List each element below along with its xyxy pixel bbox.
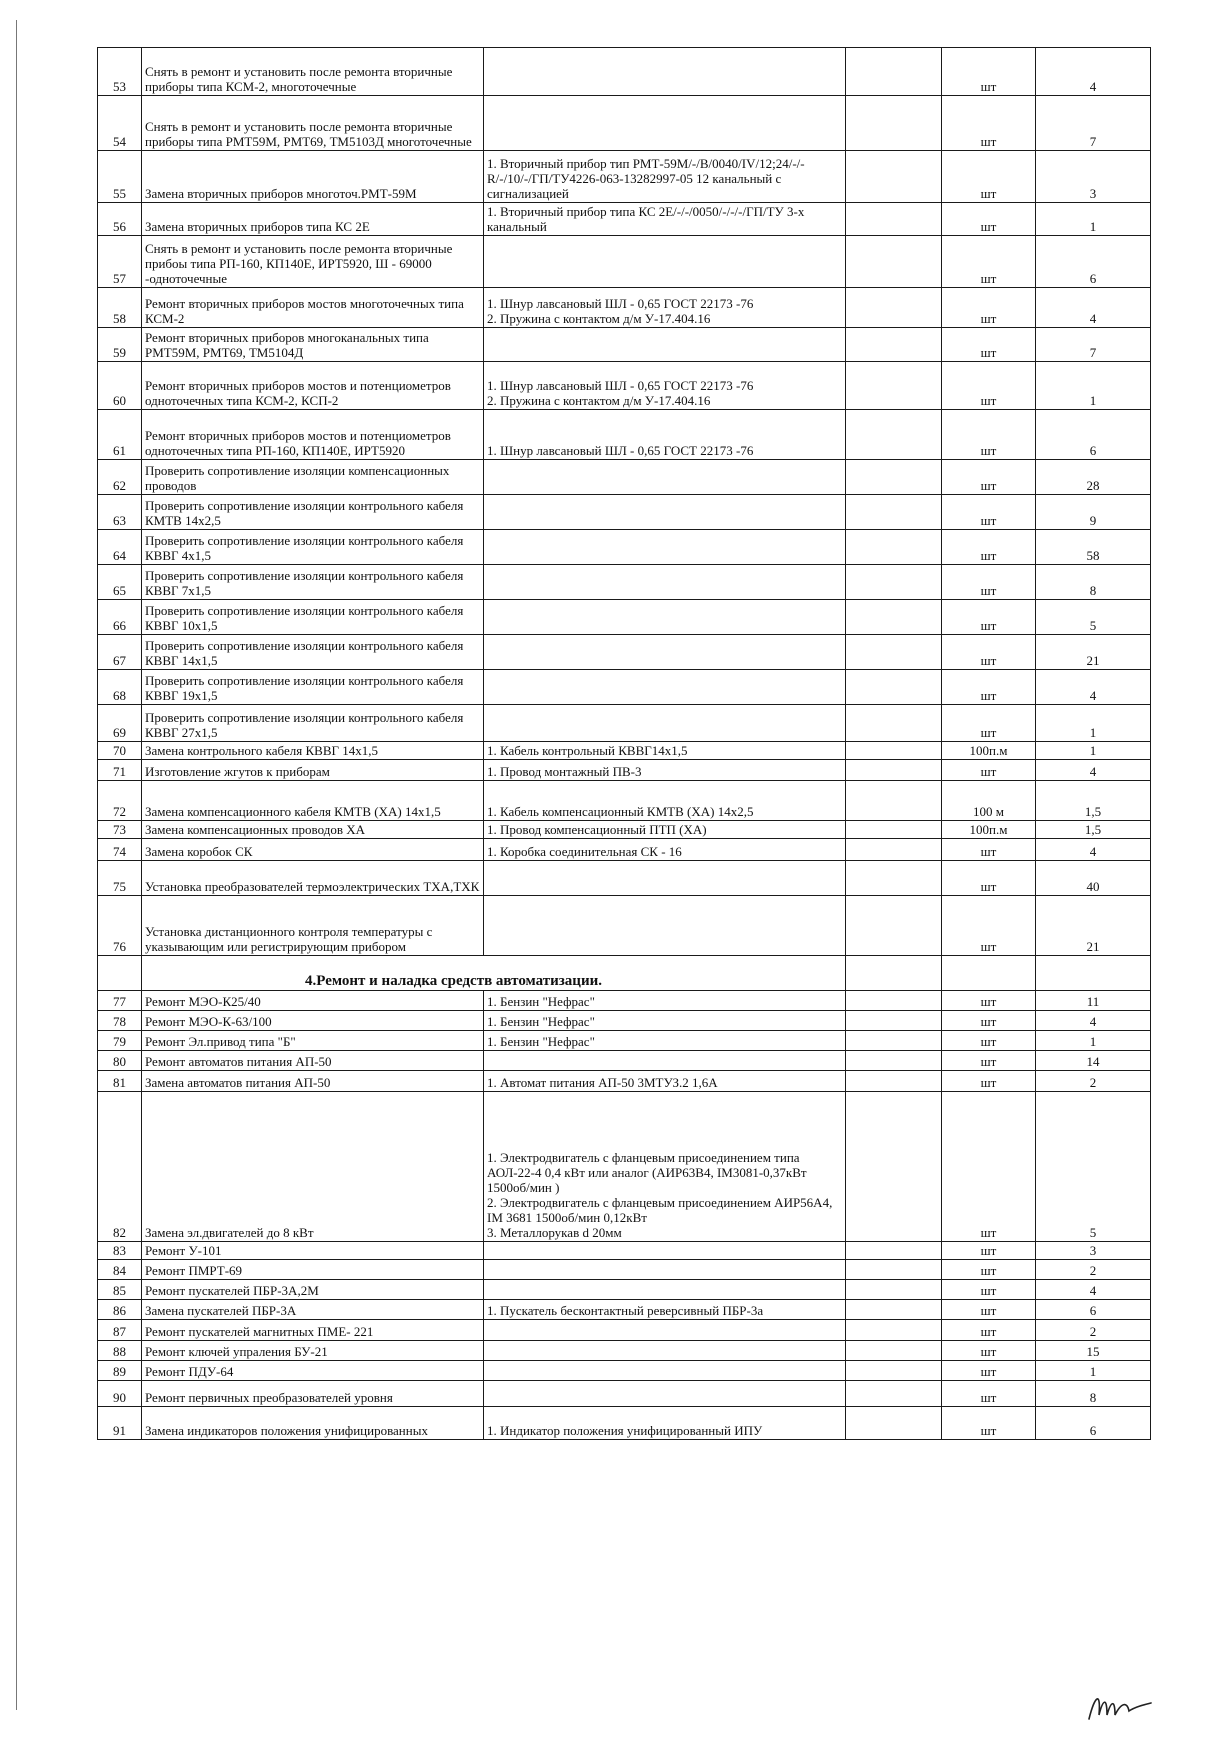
row-number: 91 <box>98 1407 142 1440</box>
work-description: Снять в ремонт и установить после ремонта вторичные приборы типа КСМ-2, многоточечные <box>142 48 484 96</box>
material-description: 1. Пускатель бесконтактный реверсивный ПБР-3а <box>484 1300 846 1320</box>
work-description: Проверить сопротивление изоляции контрольного кабеля КВВГ 27х1,5 <box>142 705 484 742</box>
material-description <box>484 495 846 530</box>
quantity-cell: 1 <box>1036 362 1151 410</box>
blank-cell <box>846 991 942 1011</box>
table-body-instruments <box>98 48 1151 956</box>
blank-cell <box>846 1381 942 1407</box>
table-row <box>98 1011 1151 1031</box>
section-unit-cell <box>942 956 1036 991</box>
work-description: Замена компенсационных проводов ХА <box>142 821 484 839</box>
row-number: 84 <box>98 1260 142 1280</box>
quantity-cell: 7 <box>1036 96 1151 151</box>
blank-cell <box>846 203 942 236</box>
work-description: Ремонт первичных преобразователей уровня <box>142 1381 484 1407</box>
material-description: 1. Бензин "Нефрас" <box>484 1031 846 1051</box>
work-description: Снять в ремонт и установить после ремонта вторичные приборы типа РМТ59М, РМТ69, ТМ5103Д многоточечные <box>142 96 484 151</box>
blank-cell <box>846 48 942 96</box>
work-description: Проверить сопротивление изоляции контрольного кабеля КВВГ 19х1,5 <box>142 670 484 705</box>
table-row <box>98 236 1151 288</box>
row-number: 71 <box>98 760 142 781</box>
blank-cell <box>846 1300 942 1320</box>
work-description: Ремонт вторичных приборов мостов многоточечных типа КСМ-2 <box>142 288 484 328</box>
material-description <box>484 236 846 288</box>
work-description: Установка дистанционного контроля температуры с указывающим или регистрирующим прибором <box>142 896 484 956</box>
blank-cell <box>846 839 942 861</box>
quantity-cell: 58 <box>1036 530 1151 565</box>
unit-cell: шт <box>942 1242 1036 1260</box>
work-description: Ремонт пускателей ПБР-3А,2М <box>142 1280 484 1300</box>
row-number: 85 <box>98 1280 142 1300</box>
blank-cell <box>846 1011 942 1031</box>
table-row <box>98 565 1151 600</box>
unit-cell: шт <box>942 1051 1036 1071</box>
material-description <box>484 48 846 96</box>
blank-cell <box>846 530 942 565</box>
work-description: Ремонт ПДУ-64 <box>142 1361 484 1381</box>
blank-cell <box>846 1051 942 1071</box>
material-description <box>484 705 846 742</box>
quantity-cell: 4 <box>1036 1011 1151 1031</box>
blank-cell <box>846 670 942 705</box>
quantity-cell: 9 <box>1036 495 1151 530</box>
blank-cell <box>846 1280 942 1300</box>
work-description: Замена контрольного кабеля КВВГ 14х1,5 <box>142 742 484 760</box>
work-description: Ремонт ПМРТ-69 <box>142 1260 484 1280</box>
material-description: 1. Бензин "Нефрас" <box>484 1011 846 1031</box>
quantity-cell: 5 <box>1036 1092 1151 1242</box>
work-description: Ремонт Эл.привод типа "Б" <box>142 1031 484 1051</box>
unit-cell: шт <box>942 635 1036 670</box>
quantity-cell: 21 <box>1036 635 1151 670</box>
material-description: 1. Вторичный прибор типа КС 2Е/-/-/0050/-/-/-/ГП/ТУ 3-х канальный <box>484 203 846 236</box>
blank-cell <box>846 896 942 956</box>
material-description <box>484 600 846 635</box>
row-number: 63 <box>98 495 142 530</box>
quantity-cell: 3 <box>1036 1242 1151 1260</box>
row-number: 64 <box>98 530 142 565</box>
quantity-cell: 4 <box>1036 288 1151 328</box>
row-number: 79 <box>98 1031 142 1051</box>
quantity-cell: 3 <box>1036 151 1151 203</box>
unit-cell: шт <box>942 203 1036 236</box>
work-description: Замена коробок СК <box>142 839 484 861</box>
blank-cell <box>846 151 942 203</box>
table-row <box>98 1092 1151 1242</box>
material-description <box>484 530 846 565</box>
quantity-cell: 11 <box>1036 991 1151 1011</box>
quantity-cell: 1 <box>1036 705 1151 742</box>
row-number: 59 <box>98 328 142 362</box>
material-description <box>484 1051 846 1071</box>
material-description: 1. Коробка соединительная СК - 16 <box>484 839 846 861</box>
unit-cell: шт <box>942 1071 1036 1092</box>
blank-cell <box>846 328 942 362</box>
row-number: 82 <box>98 1092 142 1242</box>
table-row <box>98 1407 1151 1440</box>
blank-cell <box>846 288 942 328</box>
row-number: 74 <box>98 839 142 861</box>
quantity-cell: 2 <box>1036 1071 1151 1092</box>
unit-cell: шт <box>942 839 1036 861</box>
work-description: Замена компенсационного кабеля КМТВ (ХА) 14х1,5 <box>142 781 484 821</box>
unit-cell: шт <box>942 1031 1036 1051</box>
quantity-cell: 1,5 <box>1036 821 1151 839</box>
table-row <box>98 151 1151 203</box>
row-number: 76 <box>98 896 142 956</box>
table-row <box>98 460 1151 495</box>
unit-cell: шт <box>942 1011 1036 1031</box>
row-number: 83 <box>98 1242 142 1260</box>
table-row <box>98 48 1151 96</box>
table-row <box>98 760 1151 781</box>
unit-cell: шт <box>942 1320 1036 1341</box>
table-row <box>98 1242 1151 1260</box>
row-number: 61 <box>98 410 142 460</box>
row-number: 55 <box>98 151 142 203</box>
work-description: Проверить сопротивление изоляции контрольного кабеля КВВГ 7х1,5 <box>142 565 484 600</box>
table-row <box>98 991 1151 1011</box>
quantity-cell: 6 <box>1036 236 1151 288</box>
blank-cell <box>846 781 942 821</box>
blank-cell <box>846 821 942 839</box>
table-row <box>98 896 1151 956</box>
table-row <box>98 362 1151 410</box>
material-description: 1. Кабель контрольный КВВГ14х1,5 <box>484 742 846 760</box>
quantity-cell: 14 <box>1036 1051 1151 1071</box>
blank-cell <box>846 861 942 896</box>
quantity-cell: 8 <box>1036 565 1151 600</box>
blank-cell <box>846 635 942 670</box>
section-header-row-group <box>98 956 1151 991</box>
table-row <box>98 1381 1151 1407</box>
material-description: 1. Индикатор положения унифицированный ИПУ <box>484 1407 846 1440</box>
work-description: Замена вторичных приборов типа КС 2Е <box>142 203 484 236</box>
unit-cell: шт <box>942 151 1036 203</box>
quantity-cell: 1 <box>1036 742 1151 760</box>
blank-cell <box>846 1341 942 1361</box>
table-row <box>98 742 1151 760</box>
table-row <box>98 1260 1151 1280</box>
material-description <box>484 1320 846 1341</box>
quantity-cell: 1 <box>1036 1361 1151 1381</box>
blank-cell <box>846 495 942 530</box>
table-row <box>98 635 1151 670</box>
material-description: 1. Кабель компенсационный КМТВ (ХА) 14х2,5 <box>484 781 846 821</box>
section-qty-cell <box>1036 956 1151 991</box>
blank-cell <box>846 600 942 635</box>
unit-cell: шт <box>942 460 1036 495</box>
table-row <box>98 1361 1151 1381</box>
unit-cell: шт <box>942 1407 1036 1440</box>
work-description: Изготовление жгутов к приборам <box>142 760 484 781</box>
unit-cell: шт <box>942 288 1036 328</box>
quantity-cell: 2 <box>1036 1260 1151 1280</box>
material-description <box>484 635 846 670</box>
work-description: Ремонт МЭО-К-63/100 <box>142 1011 484 1031</box>
material-description <box>484 565 846 600</box>
row-number: 86 <box>98 1300 142 1320</box>
table-row <box>98 1320 1151 1341</box>
material-description <box>484 1280 846 1300</box>
unit-cell: 100п.м <box>942 821 1036 839</box>
work-description: Установка преобразователей термоэлектрических ТХА,ТХК <box>142 861 484 896</box>
unit-cell: шт <box>942 1361 1036 1381</box>
unit-cell: шт <box>942 670 1036 705</box>
blank-cell <box>846 760 942 781</box>
row-number: 75 <box>98 861 142 896</box>
work-description: Ремонт автоматов питания АП-50 <box>142 1051 484 1071</box>
work-description: Замена индикаторов положения унифицированных <box>142 1407 484 1440</box>
material-description: 1. Шнур лавсановый ШЛ - 0,65 ГОСТ 22173 -76 <box>484 410 846 460</box>
unit-cell: шт <box>942 600 1036 635</box>
quantity-cell: 4 <box>1036 670 1151 705</box>
row-number: 72 <box>98 781 142 821</box>
blank-cell <box>846 96 942 151</box>
work-description: Ремонт МЭО-К25/40 <box>142 991 484 1011</box>
work-description: Ремонт вторичных приборов мостов и потенциометров одноточечных типа КСМ-2, КСП-2 <box>142 362 484 410</box>
quantity-cell: 6 <box>1036 1300 1151 1320</box>
blank-cell <box>846 1242 942 1260</box>
work-description: Замена эл.двигателей до 8 кВт <box>142 1092 484 1242</box>
unit-cell: шт <box>942 1341 1036 1361</box>
table-row <box>98 821 1151 839</box>
unit-cell: шт <box>942 362 1036 410</box>
table-row <box>98 1031 1151 1051</box>
work-description: Проверить сопротивление изоляции контрольного кабеля КМТВ 14х2,5 <box>142 495 484 530</box>
work-description: Ремонт У-101 <box>142 1242 484 1260</box>
quantity-cell: 5 <box>1036 600 1151 635</box>
material-description: 1. Бензин "Нефрас" <box>484 991 846 1011</box>
blank-cell <box>846 236 942 288</box>
unit-cell: шт <box>942 896 1036 956</box>
quantity-cell: 40 <box>1036 861 1151 896</box>
unit-cell: шт <box>942 1280 1036 1300</box>
unit-cell: шт <box>942 1300 1036 1320</box>
table-body-automation <box>98 991 1151 1440</box>
work-description: Проверить сопротивление изоляции контрольного кабеля КВВГ 14х1,5 <box>142 635 484 670</box>
section-header-row <box>98 956 1151 991</box>
work-description: Замена пускателей ПБР-3А <box>142 1300 484 1320</box>
table-row <box>98 839 1151 861</box>
work-description: Ремонт ключей упраления БУ-21 <box>142 1341 484 1361</box>
unit-cell: шт <box>942 410 1036 460</box>
quantity-cell: 1 <box>1036 1031 1151 1051</box>
quantity-cell: 6 <box>1036 1407 1151 1440</box>
blank-cell <box>846 362 942 410</box>
unit-cell: шт <box>942 1381 1036 1407</box>
row-number: 56 <box>98 203 142 236</box>
row-number: 54 <box>98 96 142 151</box>
material-description <box>484 460 846 495</box>
section-blank-cell <box>846 956 942 991</box>
table-row <box>98 1300 1151 1320</box>
table-row <box>98 1341 1151 1361</box>
quantity-cell: 4 <box>1036 760 1151 781</box>
quantity-cell: 8 <box>1036 1381 1151 1407</box>
row-number: 80 <box>98 1051 142 1071</box>
row-number: 89 <box>98 1361 142 1381</box>
section-num-cell <box>98 956 142 991</box>
unit-cell: шт <box>942 328 1036 362</box>
work-description: Ремонт пускателей магнитных ПМЕ- 221 <box>142 1320 484 1341</box>
row-number: 87 <box>98 1320 142 1341</box>
table-row <box>98 861 1151 896</box>
unit-cell: шт <box>942 1260 1036 1280</box>
table-row <box>98 410 1151 460</box>
row-number: 88 <box>98 1341 142 1361</box>
blank-cell <box>846 742 942 760</box>
material-description: 1. Вторичный прибор тип РМТ-59М/-/В/0040/IV/12;24/-/-R/-/10/-/ГП/ТУ4226-063-13282997-05 12 канальный с сигнализацией <box>484 151 846 203</box>
material-description <box>484 1381 846 1407</box>
table-row <box>98 530 1151 565</box>
unit-cell: 100 м <box>942 781 1036 821</box>
row-number: 73 <box>98 821 142 839</box>
material-description: 1. Шнур лавсановый ШЛ - 0,65 ГОСТ 22173 -76 2. Пружина с контактом д/м У-17.404.16 <box>484 288 846 328</box>
unit-cell: шт <box>942 760 1036 781</box>
row-number: 58 <box>98 288 142 328</box>
quantity-cell: 28 <box>1036 460 1151 495</box>
blank-cell <box>846 1361 942 1381</box>
row-number: 77 <box>98 991 142 1011</box>
blank-cell <box>846 705 942 742</box>
handwritten-signature <box>1085 1685 1155 1725</box>
blank-cell <box>846 565 942 600</box>
quantity-cell: 21 <box>1036 896 1151 956</box>
material-description: 1. Провод компенсационный ПТП (ХА) <box>484 821 846 839</box>
material-description <box>484 1341 846 1361</box>
material-description <box>484 896 846 956</box>
row-number: 69 <box>98 705 142 742</box>
unit-cell: шт <box>942 1092 1036 1242</box>
unit-cell: 100п.м <box>942 742 1036 760</box>
unit-cell: шт <box>942 530 1036 565</box>
row-number: 53 <box>98 48 142 96</box>
section-title-cell <box>142 956 846 991</box>
work-description: Снять в ремонт и установить после ремонта вторичные прибоы типа РП-160, КП140Е, ИРТ5920, Ш - 69000 -одноточечные <box>142 236 484 288</box>
work-description: Ремонт вторичных приборов мостов и потенциометров одноточечных типа РП-160, КП140Е, ИРТ5920 <box>142 410 484 460</box>
row-number: 62 <box>98 460 142 495</box>
table-row <box>98 705 1151 742</box>
material-description <box>484 96 846 151</box>
table-row <box>98 203 1151 236</box>
blank-cell <box>846 1092 942 1242</box>
material-description <box>484 1260 846 1280</box>
unit-cell: шт <box>942 48 1036 96</box>
quantity-cell: 1 <box>1036 203 1151 236</box>
row-number: 65 <box>98 565 142 600</box>
material-description: 1. Шнур лавсановый ШЛ - 0,65 ГОСТ 22173 -76 2. Пружина с контактом д/м У-17.404.16 <box>484 362 846 410</box>
section-title: 4.Ремонт и наладка средств автоматизации. <box>305 973 602 989</box>
quantity-cell: 6 <box>1036 410 1151 460</box>
table-row <box>98 1280 1151 1300</box>
quantity-cell: 4 <box>1036 48 1151 96</box>
unit-cell: шт <box>942 705 1036 742</box>
unit-cell: шт <box>942 991 1036 1011</box>
material-description: 1. Электродвигатель с фланцевым присоединением типа АОЛ-22-4 0,4 кВт или аналог (АИР63В4, IM3081-0,37кВт 1500об/мин ) 2. Электродвигатель с фланцевым присоединением АИР56А4, IM 3681 1500об/мин 0,12кВт 3. Металлорукав d 20мм <box>484 1092 846 1242</box>
material-description <box>484 328 846 362</box>
unit-cell: шт <box>942 495 1036 530</box>
quantity-cell: 15 <box>1036 1341 1151 1361</box>
table-row <box>98 288 1151 328</box>
table-row <box>98 96 1151 151</box>
material-description: 1. Провод монтажный ПВ-3 <box>484 760 846 781</box>
unit-cell: шт <box>942 565 1036 600</box>
work-description: Замена вторичных приборов многоточ.РМТ-59М <box>142 151 484 203</box>
quantity-cell: 4 <box>1036 1280 1151 1300</box>
table-row <box>98 328 1151 362</box>
table-row <box>98 495 1151 530</box>
material-description <box>484 1361 846 1381</box>
row-number: 60 <box>98 362 142 410</box>
row-number: 78 <box>98 1011 142 1031</box>
blank-cell <box>846 1260 942 1280</box>
quantity-cell: 4 <box>1036 839 1151 861</box>
material-description: 1. Автомат питания АП-50 3МТУЗ.2 1,6А <box>484 1071 846 1092</box>
work-description: Ремонт вторичных приборов многоканальных типа РМТ59М, РМТ69, ТМ5104Д <box>142 328 484 362</box>
works-table <box>97 47 1151 1440</box>
table-row <box>98 600 1151 635</box>
blank-cell <box>846 1320 942 1341</box>
work-description: Замена автоматов питания АП-50 <box>142 1071 484 1092</box>
table-row <box>98 670 1151 705</box>
row-number: 90 <box>98 1381 142 1407</box>
row-number: 67 <box>98 635 142 670</box>
quantity-cell: 2 <box>1036 1320 1151 1341</box>
blank-cell <box>846 1071 942 1092</box>
table-row <box>98 1071 1151 1092</box>
material-description <box>484 670 846 705</box>
table-row <box>98 1051 1151 1071</box>
quantity-cell: 7 <box>1036 328 1151 362</box>
row-number: 70 <box>98 742 142 760</box>
table-row <box>98 781 1151 821</box>
row-number: 81 <box>98 1071 142 1092</box>
left-border-line <box>16 20 17 1710</box>
blank-cell <box>846 1031 942 1051</box>
blank-cell <box>846 410 942 460</box>
quantity-cell: 1,5 <box>1036 781 1151 821</box>
work-description: Проверить сопротивление изоляции компенсационных проводов <box>142 460 484 495</box>
blank-cell <box>846 460 942 495</box>
row-number: 57 <box>98 236 142 288</box>
material-description <box>484 1242 846 1260</box>
work-description: Проверить сопротивление изоляции контрольного кабеля КВВГ 4х1,5 <box>142 530 484 565</box>
work-description: Проверить сопротивление изоляции контрольного кабеля КВВГ 10х1,5 <box>142 600 484 635</box>
unit-cell: шт <box>942 236 1036 288</box>
unit-cell: шт <box>942 96 1036 151</box>
unit-cell: шт <box>942 861 1036 896</box>
material-description <box>484 861 846 896</box>
row-number: 66 <box>98 600 142 635</box>
row-number: 68 <box>98 670 142 705</box>
blank-cell <box>846 1407 942 1440</box>
